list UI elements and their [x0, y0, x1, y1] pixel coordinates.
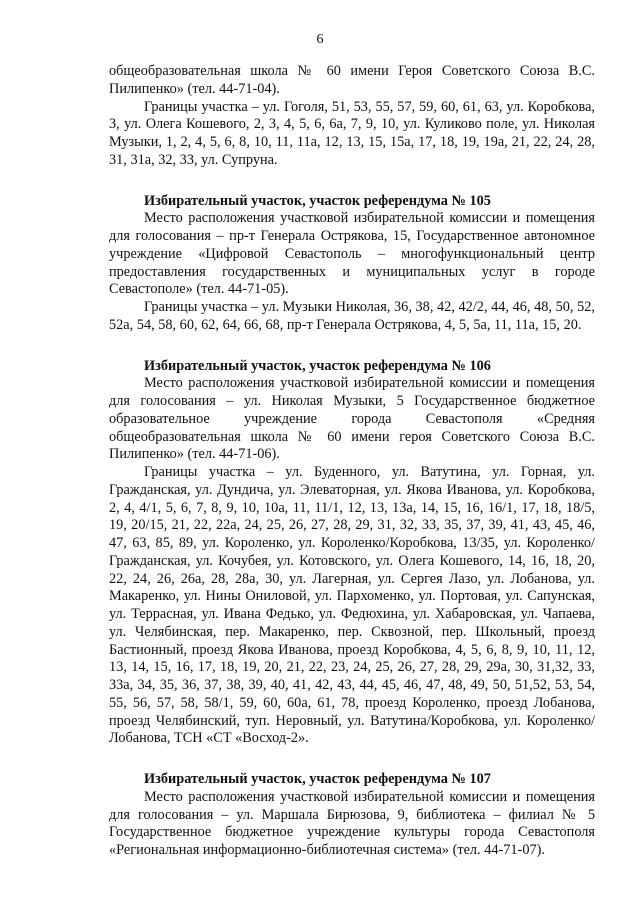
- section-boundaries: Границы участка – ул. Буденного, ул. Ватутина, ул. Горная, ул. Гражданская, ул. Дундича, ул. Элеваторная, ул. Якова Иванова, ул. Коробкова, 2, 4, 4/1, 5, 6, 7, 8, 9, 10, 10а, 11, 11/1, 12, 13, 13а, 14, 15, 16, 16/1, 17, 18, 18/5, 19, 20/15, 21, 22, 22а, 24, 25, 26, 27, 28, 29, 31, 32, 33, 35, 37, 39, 41, 43, 45, 46, 47, 63, 85, 89, ул. Короленко, ул. Короленко/Коробкова, 13/35, ул. Короленко/Гражданская, ул. Кочубея, ул. Котовского, ул. Олега Кошевого, 14, 16, 18, 20, 22, 24, 26, 26а, 28, 28а, 30, ул. Лагерная, ул. Сергея Лазо, ул. Лобанова, ул. Макаренко, ул. Нины Ониловой, ул. Пархоменко, ул. Портовая, ул. Сапунская, ул. Террасная, ул. Ивана Федько, ул. Федюхина, ул. Хабаровская, ул. Чапаева, ул. Челябинская, пер. Макаренко, пер. Сквозной, пер. Школьный, проезд Бастионный, проезд Якова Иванова, проезд Коробкова, 4, 5, 6, 8, 9, 10, 11, 12, 13, 14, 15, 16, 17, 18, 19, 20, 21, 22, 23, 24, 25, 26, 27, 28, 29, 29а, 30, 31,32, 33, 33а, 34, 35, 36, 37, 38, 39, 40, 41, 42, 43, 44, 45, 46, 47, 48, 49, 50, 51,52, 53, 54, 55, 56, 57, 58, 58/1, 59, 60, 60а, 61, 78, проезд Короленко, проезд Лобанова, проезд Челябинский, туп. Неровный, ул. Ватутина/Коробкова, ул. Короленко/Лобанова, ТСН «СТ «Восход-2».: [109, 464, 595, 747]
- section-boundaries: Границы участка – ул. Музыки Николая, 36, 38, 42, 42/2, 44, 46, 48, 50, 52, 52а, 54, 58, 60, 62, 64, 66, 68, пр-т Генерала Острякова, 4, 5, 5а, 11, 11а, 15, 20.: [109, 299, 595, 333]
- section-106: [109, 358, 595, 749]
- section-105: [109, 193, 595, 335]
- section-location: Место расположения участковой избирательной комиссии и помещения для голосования – пр-т Генерала Острякова, 15, Государственное автономное учреждение «Цифровой Севастополь – многофункциональный центр предоставления государственных и муниципальных услуг в городе Севастополе» (тел. 44-71-05).: [109, 210, 595, 298]
- section-title: Избирательный участок, участок референдума № 106: [144, 357, 491, 374]
- page-number: 6: [316, 32, 324, 47]
- section-location: Место расположения участковой избирательной комиссии и помещения для голосования – ул. Николая Музыки, 5 Государственное бюджетное образовательное учреждение города Севастополя «Средняя общеобразовательная школа № 60 имени героя Советского Союза В.С. Пилипенко» (тел. 44-71-06).: [109, 375, 595, 463]
- intro-continuation: общеобразовательная школа № 60 имени Героя Советского Союза В.С. Пилипенко» (тел. 44-71-04).: [109, 63, 595, 97]
- intro-boundaries: Границы участка – ул. Гоголя, 51, 53, 55, 57, 59, 60, 61, 63, ул. Коробкова, 3, ул. Олега Кошевого, 2, 3, 4, 5, 6, 6а, 7, 9, 10, ул. Куликово поле, ул. Николая Музыки, 1, 2, 4, 5, 6, 8, 10, 11, 11а, 12, 13, 15, 15а, 17, 18, 19, 19а, 21, 22, 24, 28, 31, 31а, 32, 33, ул. Супруна.: [109, 98, 595, 168]
- section-title: Избирательный участок, участок референдума № 107: [144, 771, 491, 787]
- document-body: [109, 63, 595, 860]
- section-107: [109, 771, 595, 860]
- section-location: Место расположения участковой избирательной комиссии и помещения для голосования – ул. Маршала Бирюзова, 9, библиотека – филиал № 5 Государственное бюджетное учреждение культуры города Севастополя «Региональная информационно-библиотечная система» (тел. 44-71-07).: [109, 788, 595, 858]
- section-title: Избирательный участок, участок референдума № 105: [144, 192, 491, 209]
